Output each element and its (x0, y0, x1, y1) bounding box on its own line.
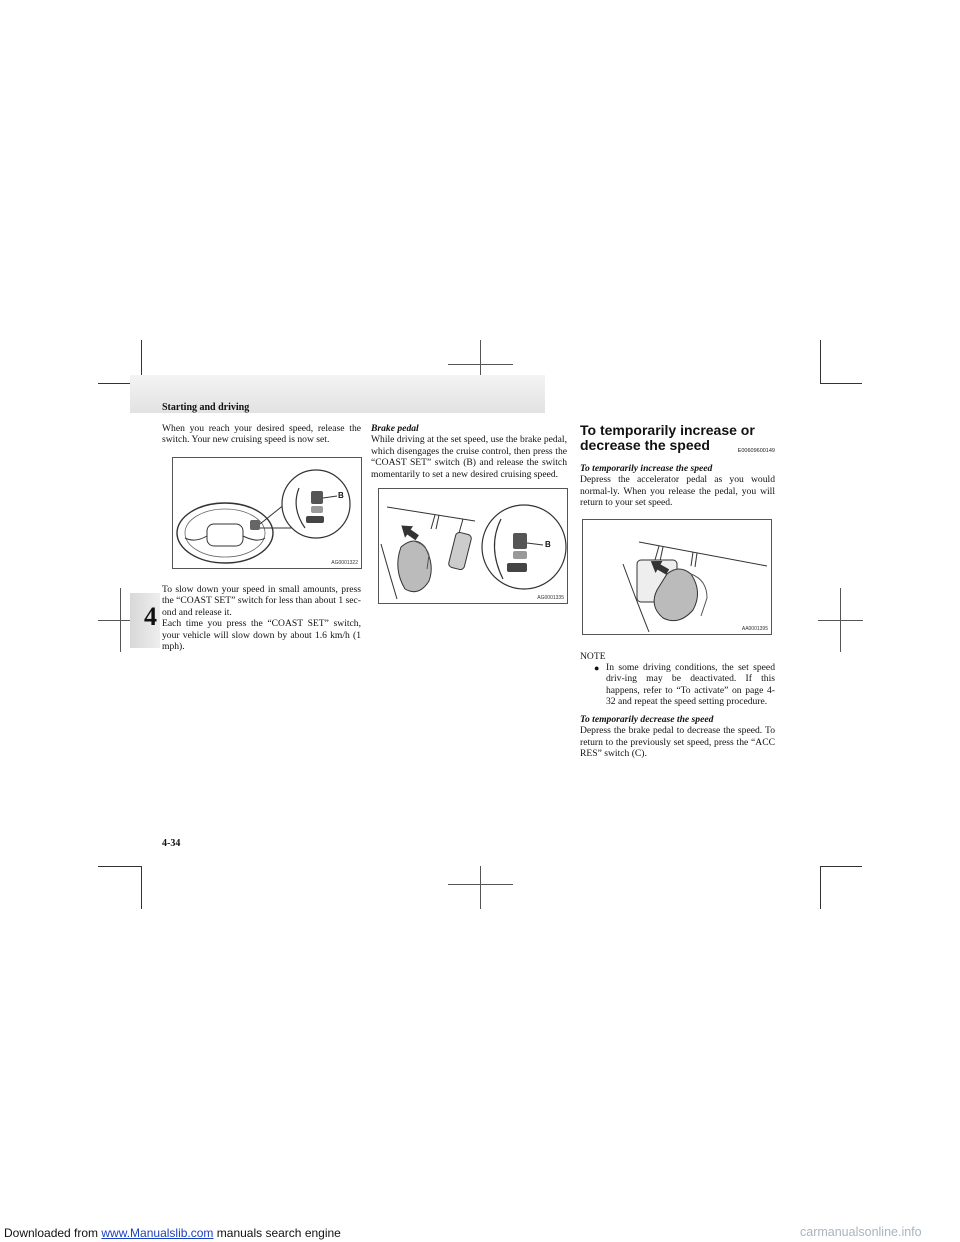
accelerator-pedal-illustration (583, 520, 771, 634)
manualslib-link[interactable]: www.Manualslib.com (101, 1226, 214, 1240)
chapter-number: 4 (144, 602, 157, 631)
col3-paragraph: Depress the brake pedal to decrease the speed. To return to the previously set speed, press the “ACC RES” switch (C). (580, 725, 775, 760)
col3-body-bottom (580, 714, 775, 760)
col1-paragraph: Each time you press the “COAST SET” switch, your vehicle will slow down by about 1.6 km/h (1 mph). (162, 618, 361, 653)
col3-body-top (580, 463, 775, 509)
figure-brake-pedal (378, 488, 568, 604)
note-label: NOTE (580, 651, 606, 662)
col1-body (162, 584, 361, 652)
col1-intro (162, 423, 361, 446)
figure-accelerator-pedal (582, 519, 772, 635)
steering-wheel-illustration (173, 458, 361, 568)
brake-pedal-illustration (379, 489, 567, 603)
page-number: 4-34 (162, 838, 181, 849)
footer-suffix: manuals search engine (213, 1226, 341, 1240)
section-title: Starting and driving (162, 402, 250, 413)
increase-speed-subheading: To temporarily increase the speed (580, 463, 713, 474)
note-text: In some driving conditions, the set speed driv-ing may be deactivated. If this happens, refer to “To activate” on page 4-32 and repeat the speed setting procedure. (606, 662, 775, 708)
col1-paragraph: When you reach your desired speed, release the switch. Your new cruising speed is now set. (162, 423, 361, 446)
col2-paragraph: While driving at the set speed, use the brake pedal, which disengages the cruise control, then press the “COAST SET” switch (B) and release the switch momentarily to set a new desired cruising speed. (371, 434, 567, 480)
brake-pedal-subheading: Brake pedal (371, 423, 419, 434)
figure2-callout: B (545, 540, 551, 549)
footer-prefix: Downloaded from (4, 1226, 102, 1240)
figure3-code: AA0001395 (741, 626, 768, 632)
figure1-callout: B (338, 491, 344, 500)
section-heading: To temporarily increase or decrease the speed (580, 422, 755, 453)
figure-steering-wheel (172, 457, 362, 569)
footer-source (4, 1226, 341, 1240)
note-bullet-icon: ● (594, 663, 600, 673)
col2-body (371, 423, 567, 480)
figure1-code: AG0001322 (331, 560, 358, 566)
footer-watermark: carmanualsonline.info (800, 1225, 922, 1239)
section-heading-code: E00609600149 (737, 448, 775, 454)
col1-paragraph: To slow down your speed in small amounts, press the “COAST SET” switch for less than about 1 sec-ond and release it. (162, 584, 361, 618)
col3-paragraph: Depress the accelerator pedal as you would normal-ly. When you release the pedal, you will return to your set speed. (580, 474, 775, 509)
figure2-code: AG0001335 (537, 595, 564, 601)
decrease-speed-subheading: To temporarily decrease the speed (580, 714, 714, 725)
